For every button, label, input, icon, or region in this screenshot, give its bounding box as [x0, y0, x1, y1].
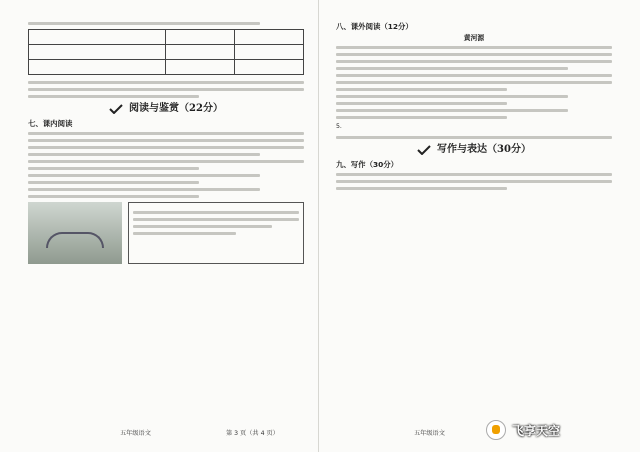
question-5 — [336, 123, 612, 131]
passage-line — [28, 153, 260, 156]
prompt-line — [336, 173, 612, 176]
checkmark-icon — [109, 104, 123, 114]
footer-subject-left: 五年级语文 — [120, 430, 151, 437]
info-box — [128, 202, 304, 264]
passage-line — [336, 46, 612, 49]
checkmark-icon — [417, 145, 431, 155]
reading-material — [28, 202, 304, 264]
info-line — [133, 211, 299, 214]
passage-line — [336, 88, 507, 91]
question-line — [28, 188, 260, 191]
question-line — [336, 102, 507, 105]
passage-line — [28, 160, 304, 163]
question-line — [28, 174, 260, 177]
right-page — [336, 18, 612, 428]
question-line — [336, 116, 507, 119]
passage-line — [28, 167, 199, 170]
appreciation-banner — [28, 104, 304, 114]
question-1-line — [28, 22, 260, 25]
passage-line — [336, 74, 612, 77]
passage-line — [28, 132, 304, 135]
question-2-line — [28, 88, 304, 91]
table-row — [29, 59, 303, 74]
table-row — [29, 44, 303, 59]
watermark — [486, 416, 612, 444]
q8-heading: 八、课外阅读（12分） — [336, 22, 413, 31]
q7-heading: 七、课内阅读 — [28, 119, 73, 128]
appreciation-banner-title: 阅读与鉴赏（22分） — [129, 102, 223, 114]
table-row — [29, 30, 303, 44]
info-line — [133, 225, 272, 228]
question-line — [336, 109, 568, 112]
writing-banner-title: 写作与表达（30分） — [437, 143, 531, 155]
footer-subject-right: 五年级语文 — [414, 430, 445, 437]
info-line — [133, 218, 299, 221]
left-page — [28, 18, 304, 428]
headline-logo-icon — [486, 420, 506, 440]
bridge-photo — [28, 202, 122, 264]
page-divider — [318, 0, 319, 452]
passage-title: 黄河源 — [463, 34, 485, 43]
writing-banner — [336, 145, 612, 155]
question-line — [336, 95, 568, 98]
question-1-table — [28, 29, 304, 75]
question-line — [28, 181, 199, 184]
watermark-name: 飞享天空 — [512, 423, 561, 438]
question-line — [28, 195, 199, 198]
passage-line — [28, 146, 304, 149]
question-2-line — [28, 81, 304, 84]
passage-line — [336, 60, 612, 63]
passage-line — [336, 67, 568, 70]
prompt-line — [336, 187, 507, 190]
passage-line — [336, 81, 612, 84]
passage-line — [336, 53, 612, 56]
q9-heading: 九、写作（30分） — [336, 159, 399, 169]
prompt-line — [336, 180, 612, 183]
question-5-number: 5. — [336, 123, 342, 131]
answer-line — [336, 136, 612, 139]
question-2-line — [28, 95, 199, 98]
footer-page-left: 第 3 页（共 4 页） — [226, 430, 279, 437]
info-line — [133, 232, 236, 235]
passage-line — [28, 139, 304, 142]
